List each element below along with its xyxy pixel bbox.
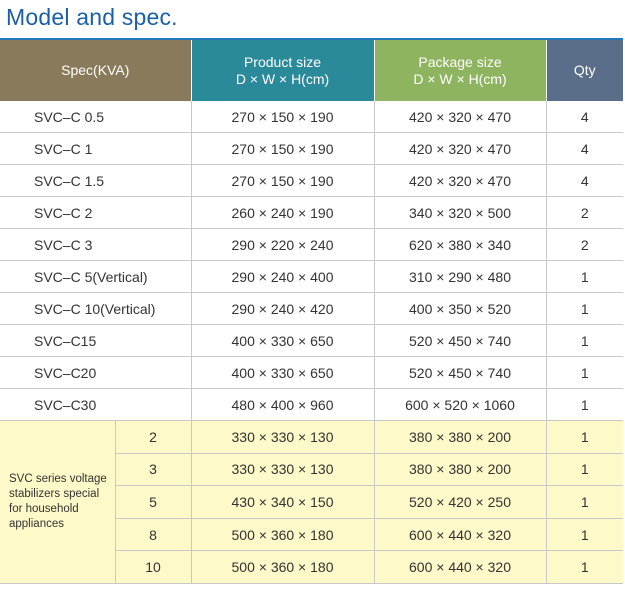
- product-size-cell: 260 × 240 × 190: [191, 197, 374, 229]
- table-row: [0, 101, 623, 133]
- product-size-cell: 330 × 330 × 130: [191, 453, 374, 486]
- table-row: [0, 133, 623, 165]
- product-size-cell: 400 × 330 × 650: [191, 325, 374, 357]
- household-series-label: SVC series voltage stabilizers special for household appliances: [0, 421, 115, 584]
- header-spec-label: Spec(KVA): [61, 62, 130, 78]
- header-package-line2: D × W × H(cm): [413, 70, 507, 87]
- package-size-cell: 420 × 320 × 470: [374, 101, 546, 133]
- product-size-cell: 330 × 330 × 130: [191, 421, 374, 454]
- package-size-cell: 520 × 420 × 250: [374, 486, 546, 519]
- qty-cell: 1: [546, 486, 623, 519]
- table-row: [0, 197, 623, 229]
- package-size-cell: 520 × 450 × 740: [374, 357, 546, 389]
- package-size-cell: 340 × 320 × 500: [374, 197, 546, 229]
- header-package-line1: Package size: [418, 53, 502, 70]
- page-title: Model and spec.: [6, 4, 178, 30]
- table-row: [0, 293, 623, 325]
- header-product-size: [191, 40, 374, 101]
- table-row: [0, 357, 623, 389]
- spec-table: [0, 40, 623, 584]
- product-size-cell: 430 × 340 × 150: [191, 486, 374, 519]
- product-size-cell: 270 × 150 × 190: [191, 165, 374, 197]
- table-row: [0, 389, 623, 421]
- spec-cell: SVC–C 1.5: [0, 165, 191, 197]
- qty-cell: 4: [546, 101, 623, 133]
- header-product-line1: Product size: [243, 53, 322, 70]
- qty-cell: 1: [546, 389, 623, 421]
- spec-cell: SVC–C 0.5: [0, 101, 191, 133]
- table-row: [0, 325, 623, 357]
- header-spec: [0, 40, 191, 101]
- product-size-cell: 290 × 240 × 400: [191, 261, 374, 293]
- product-size-cell: 500 × 360 × 180: [191, 551, 374, 584]
- product-size-cell: 400 × 330 × 650: [191, 357, 374, 389]
- qty-cell: 1: [546, 453, 623, 486]
- package-size-cell: 520 × 450 × 740: [374, 325, 546, 357]
- product-size-cell: 290 × 240 × 420: [191, 293, 374, 325]
- product-size-cell: 500 × 360 × 180: [191, 518, 374, 551]
- spec-cell: SVC–C 2: [0, 197, 191, 229]
- qty-cell: 1: [546, 293, 623, 325]
- package-size-cell: 380 × 380 × 200: [374, 421, 546, 454]
- spec-cell: SVC–C 10(Vertical): [0, 293, 191, 325]
- spec-cell: SVC–C 5(Vertical): [0, 261, 191, 293]
- qty-cell: 2: [546, 197, 623, 229]
- package-size-cell: 600 × 440 × 320: [374, 551, 546, 584]
- package-size-cell: 380 × 380 × 200: [374, 453, 546, 486]
- package-size-cell: 600 × 440 × 320: [374, 518, 546, 551]
- kva-cell: 5: [115, 486, 191, 519]
- table-row: [0, 229, 623, 261]
- spec-cell: SVC–C 3: [0, 229, 191, 261]
- household-row: [0, 421, 623, 454]
- product-size-cell: 290 × 220 × 240: [191, 229, 374, 261]
- product-size-cell: 270 × 150 × 190: [191, 101, 374, 133]
- spec-cell: SVC–C20: [0, 357, 191, 389]
- qty-cell: 1: [546, 261, 623, 293]
- package-size-cell: 420 × 320 × 470: [374, 165, 546, 197]
- spec-cell: SVC–C15: [0, 325, 191, 357]
- qty-cell: 1: [546, 421, 623, 454]
- kva-cell: 10: [115, 551, 191, 584]
- kva-cell: 8: [115, 518, 191, 551]
- package-size-cell: 420 × 320 × 470: [374, 133, 546, 165]
- spec-cell: SVC–C 1: [0, 133, 191, 165]
- table-header-row: [0, 40, 623, 101]
- header-qty-label: Qty: [573, 62, 596, 78]
- table-row: [0, 165, 623, 197]
- package-size-cell: 310 × 290 × 480: [374, 261, 546, 293]
- qty-cell: 1: [546, 325, 623, 357]
- qty-cell: 4: [546, 133, 623, 165]
- package-size-cell: 400 × 350 × 520: [374, 293, 546, 325]
- qty-cell: 2: [546, 229, 623, 261]
- package-size-cell: 600 × 520 × 1060: [374, 389, 546, 421]
- header-product-line2: D × W × H(cm): [235, 70, 330, 87]
- product-size-cell: 480 × 400 × 960: [191, 389, 374, 421]
- qty-cell: 1: [546, 357, 623, 389]
- kva-cell: 3: [115, 453, 191, 486]
- package-size-cell: 620 × 380 × 340: [374, 229, 546, 261]
- spec-cell: SVC–C30: [0, 389, 191, 421]
- qty-cell: 4: [546, 165, 623, 197]
- kva-cell: 2: [115, 421, 191, 454]
- header-qty: [546, 40, 623, 101]
- product-size-cell: 270 × 150 × 190: [191, 133, 374, 165]
- qty-cell: 1: [546, 518, 623, 551]
- header-package-size: [374, 40, 546, 101]
- qty-cell: 1: [546, 551, 623, 584]
- table-row: [0, 261, 623, 293]
